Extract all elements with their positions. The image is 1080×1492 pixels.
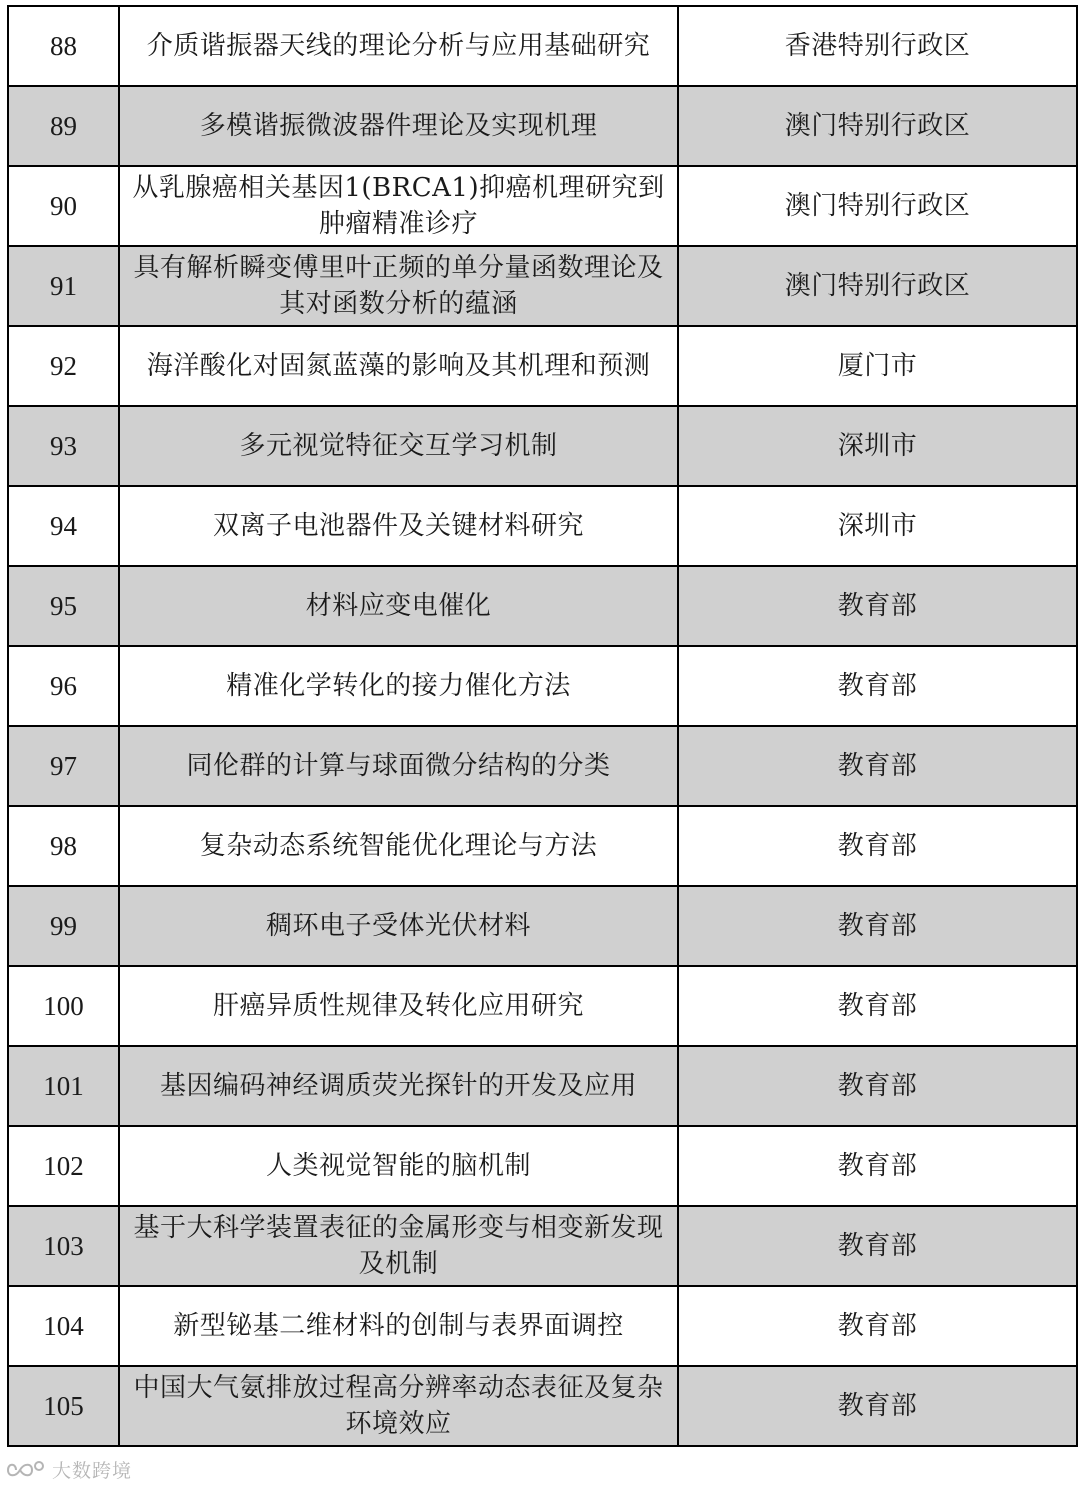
row-number-cell: 100 — [8, 966, 119, 1046]
project-title-cell: 复杂动态系统智能优化理论与方法 — [119, 806, 678, 886]
organization-cell: 澳门特别行政区 — [678, 246, 1077, 326]
project-title-cell: 基因编码神经调质荧光探针的开发及应用 — [119, 1046, 678, 1126]
table-row — [8, 6, 1077, 86]
project-title-cell: 介质谐振器天线的理论分析与应用基础研究 — [119, 6, 678, 86]
organization-cell: 教育部 — [678, 646, 1077, 726]
table-row — [8, 1286, 1077, 1366]
row-number-cell: 97 — [8, 726, 119, 806]
row-number-cell: 95 — [8, 566, 119, 646]
organization-cell: 教育部 — [678, 1366, 1077, 1446]
organization-cell: 教育部 — [678, 886, 1077, 966]
table-row — [8, 646, 1077, 726]
organization-cell: 教育部 — [678, 566, 1077, 646]
row-number-cell: 93 — [8, 406, 119, 486]
organization-cell: 教育部 — [678, 1126, 1077, 1206]
organization-cell: 厦门市 — [678, 326, 1077, 406]
project-title-cell: 材料应变电催化 — [119, 566, 678, 646]
organization-cell: 教育部 — [678, 1206, 1077, 1286]
row-number-cell: 98 — [8, 806, 119, 886]
row-number-cell: 102 — [8, 1126, 119, 1206]
row-number-cell: 92 — [8, 326, 119, 406]
table-row — [8, 806, 1077, 886]
project-table-container — [7, 5, 1076, 1447]
organization-cell: 教育部 — [678, 966, 1077, 1046]
organization-cell: 深圳市 — [678, 486, 1077, 566]
project-table-body — [8, 6, 1077, 1446]
table-row — [8, 486, 1077, 566]
row-number-cell: 96 — [8, 646, 119, 726]
organization-cell: 澳门特别行政区 — [678, 166, 1077, 246]
project-title-cell: 稠环电子受体光伏材料 — [119, 886, 678, 966]
infinity-logo-icon — [6, 1458, 46, 1482]
organization-cell: 香港特别行政区 — [678, 6, 1077, 86]
table-row — [8, 1366, 1077, 1446]
project-title-cell: 新型铋基二维材料的创制与表界面调控 — [119, 1286, 678, 1366]
table-row — [8, 246, 1077, 326]
project-title-cell: 中国大气氨排放过程高分辨率动态表征及复杂环境效应 — [119, 1366, 678, 1446]
organization-cell: 澳门特别行政区 — [678, 86, 1077, 166]
row-number-cell: 88 — [8, 6, 119, 86]
organization-cell: 深圳市 — [678, 406, 1077, 486]
organization-cell: 教育部 — [678, 806, 1077, 886]
table-row — [8, 166, 1077, 246]
row-number-cell: 105 — [8, 1366, 119, 1446]
table-row — [8, 406, 1077, 486]
project-title-cell: 海洋酸化对固氮蓝藻的影响及其机理和预测 — [119, 326, 678, 406]
row-number-cell: 91 — [8, 246, 119, 326]
project-title-cell: 精准化学转化的接力催化方法 — [119, 646, 678, 726]
project-title-cell: 双离子电池器件及关键材料研究 — [119, 486, 678, 566]
project-table — [7, 5, 1078, 1447]
row-number-cell: 94 — [8, 486, 119, 566]
project-title-cell: 人类视觉智能的脑机制 — [119, 1126, 678, 1206]
table-row — [8, 1046, 1077, 1126]
table-row — [8, 1126, 1077, 1206]
project-title-cell: 多模谐振微波器件理论及实现机理 — [119, 86, 678, 166]
project-title-cell: 同伦群的计算与球面微分结构的分类 — [119, 726, 678, 806]
project-title-cell: 肝癌异质性规律及转化应用研究 — [119, 966, 678, 1046]
row-number-cell: 104 — [8, 1286, 119, 1366]
organization-cell: 教育部 — [678, 1046, 1077, 1126]
organization-cell: 教育部 — [678, 726, 1077, 806]
table-row — [8, 1206, 1077, 1286]
table-row — [8, 966, 1077, 1046]
row-number-cell: 99 — [8, 886, 119, 966]
organization-cell: 教育部 — [678, 1286, 1077, 1366]
watermark — [6, 1456, 132, 1483]
row-number-cell: 101 — [8, 1046, 119, 1126]
project-title-cell: 多元视觉特征交互学习机制 — [119, 406, 678, 486]
table-row — [8, 886, 1077, 966]
project-title-cell: 从乳腺癌相关基因1(BRCA1)抑癌机理研究到肿瘤精准诊疗 — [119, 166, 678, 246]
table-row — [8, 726, 1077, 806]
project-title-cell: 基于大科学装置表征的金属形变与相变新发现及机制 — [119, 1206, 678, 1286]
table-row — [8, 326, 1077, 406]
table-row — [8, 566, 1077, 646]
row-number-cell: 90 — [8, 166, 119, 246]
table-row — [8, 86, 1077, 166]
project-title-cell: 具有解析瞬变傅里叶正频的单分量函数理论及其对函数分析的蕴涵 — [119, 246, 678, 326]
row-number-cell: 103 — [8, 1206, 119, 1286]
row-number-cell: 89 — [8, 86, 119, 166]
watermark-text: 大数跨境 — [52, 1460, 133, 1482]
